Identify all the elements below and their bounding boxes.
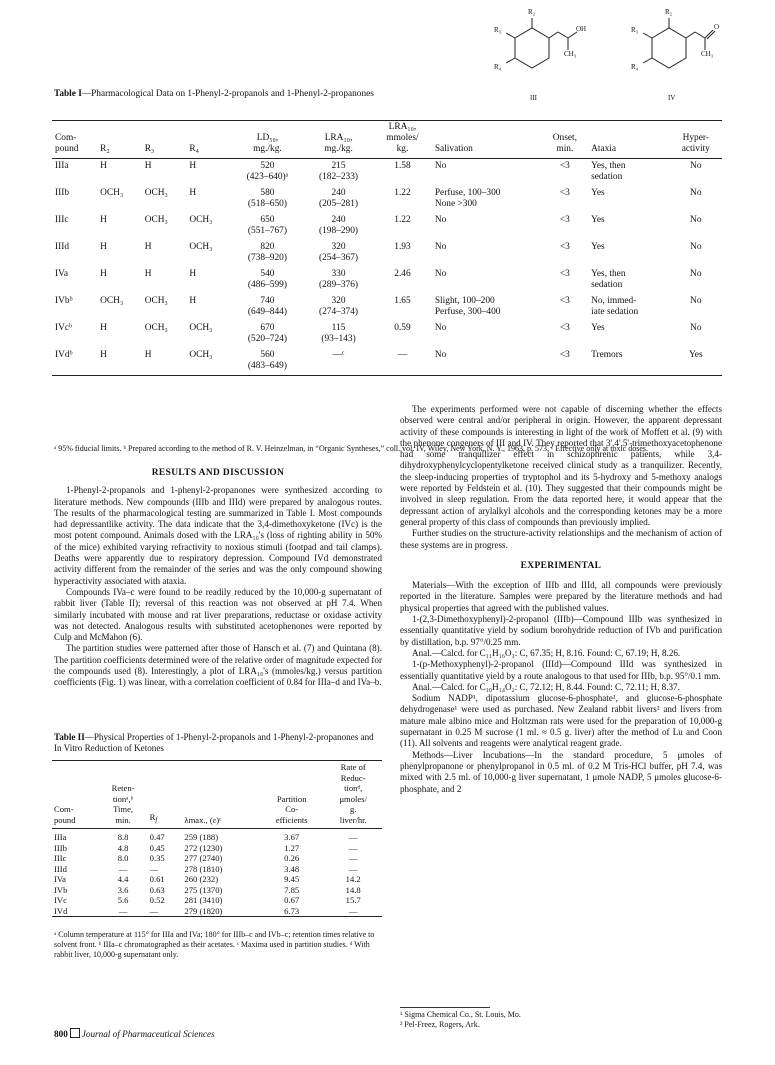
table1-cell: <3 [559, 188, 570, 198]
table1-header-cell: LRA₁₀, mmoles/ kg. [386, 122, 419, 154]
table1-row [52, 159, 722, 187]
table2-row [52, 843, 382, 854]
table1-cell: <3 [559, 296, 570, 306]
structure-iv-r3: R₃ [631, 26, 639, 34]
table1-cell: 540 (486–599) [247, 269, 287, 290]
table1-row [52, 267, 722, 294]
table1-row [52, 348, 722, 376]
table1-cell: <3 [559, 269, 570, 279]
experimental-paragraph-methods: Methods—Liver Incubations—In the standard procedure, 5 μmoles of phenylpropanone or phenylpropanol in 0.5 ml. of 0.2 M Tris-HCl buffer, pH 7.4, was mixed with 2.5 ml. of 10,000-g liver supernatant, 1 μmole NADP, 5 μmoles glucose-6-phosphate, and 2 [400, 749, 722, 794]
table1-caption-label: Table I [54, 89, 82, 99]
table2-cell: 7.85 [284, 884, 300, 895]
table1-header-cell: Salivation [434, 144, 473, 154]
table1-header-cell: Onset, min. [552, 133, 577, 154]
table2-cell: 5.6 [117, 895, 129, 905]
table2-cell: 9.45 [284, 874, 300, 884]
table2-header-cell: Com- pound [54, 804, 76, 825]
table1-cell: H [144, 242, 152, 252]
experimental-paragraph-iiid: 1-(p-Methoxyphenyl)-2-propanol (IIId)—Compound IIId was synthesized in essentially quantitative yield by a route analogous to that used for IIIb, b.p. 95°/0.1 mm. [400, 659, 722, 681]
table2-cell: 275 (1370) [184, 884, 223, 895]
table2-cell: 0.47 [149, 832, 165, 842]
table1-cell: Yes [591, 188, 605, 198]
journal-name: Journal of Pharmaceutical Sciences [81, 1029, 215, 1039]
table1-cell: No [690, 269, 702, 279]
table2-header-cell: Partition Co- efficients [275, 793, 308, 825]
table1-cell: — [397, 350, 408, 360]
table1-header-cell: R₂ [100, 144, 110, 154]
experimental-heading: EXPERIMENTAL [520, 560, 602, 571]
table1-caption [54, 88, 374, 100]
structure-iii-ch3: CH₃ [564, 50, 577, 58]
table1-cell: OCH₃ [189, 350, 213, 360]
table1-cell: <3 [559, 242, 570, 252]
table1-cell: 1.22 [394, 215, 411, 225]
table1-cell: 215 (182–233) [318, 161, 359, 182]
table2-cell: 279 (1820) [184, 905, 223, 916]
table2-cell: IVb [54, 884, 68, 895]
table1-cell: 520 (423–640)ᵃ [246, 161, 289, 182]
experimental-paragraph-anal-2: Anal.—Calcd. for C₁₀H₁₄O₂: C, 72.12; H, 8.44. Found: C, 72.11; H, 8.37. [412, 681, 680, 692]
table1-header-cell: R₃ [144, 144, 155, 154]
table1-cell: Tremors [591, 350, 623, 360]
table1-cell: H [189, 296, 197, 306]
results-paragraph-3: The partition studies were patterned after those of Hansch et al. (7) and Quintana (8). The partition coefficients determined were of the relative order of magnitude expected for the compounds used (8). Interestingly, a plot of LRA₁₀'s (mmoles/kg.) versus partition coefficients (Fig. 1) was linear, with a correlation coefficient of 0.84 for IIIa–d and IVa–b. [54, 643, 382, 688]
table1-cell: No [434, 161, 447, 171]
table1-header-cell: LRA₁₀, mg./kg. [324, 133, 353, 154]
table1-cell: H [100, 323, 107, 333]
table1-cell: H [189, 188, 197, 198]
table1-cell: H [100, 242, 107, 252]
table1-cell: No [434, 269, 447, 279]
table1-cell: IVbᵇ [55, 296, 73, 306]
table2-cell: 259 (188) [184, 832, 219, 842]
footnote-2: ² Pel-Freez, Rogers, Ark. [400, 1020, 480, 1029]
table2-cell: IIIb [54, 842, 67, 853]
table2-cell: 3.67 [284, 832, 300, 842]
table1-cell: OCH₃ [144, 296, 168, 306]
structure-iii-oh: OH [576, 25, 587, 33]
table2-cell: IIIa [54, 832, 67, 842]
table1-body [52, 159, 722, 376]
table1-cell: 580 (518–650) [247, 188, 287, 209]
experimental-paragraph-reagents: Sodium NADP¹, dipotassium glucose-6-phosphate¹, and glucose-6-phosphate dehydrogenase¹ were used as purchased. New Zealand rabbit livers² and livers from mature male albino mice and Holtzman rats were used for the preparation of 10,000-g supernatant in 0.25 M sucrose (1 ml. ≈ 0.5 g. liver) after the method of Lu and Coon (11). All solvents and reagents were analytical reagent grade. [400, 693, 722, 749]
table2-cell: — [348, 832, 358, 842]
table1-cell: Slight, 100–200 Perfuse, 300–400 [434, 296, 501, 317]
table1-cell: Yes [591, 323, 605, 333]
table2-cell: 278 (1810) [184, 863, 223, 874]
table1-cell: 1.65 [394, 296, 411, 306]
table2-cell: 14.8 [345, 884, 361, 895]
table2-body [52, 829, 382, 917]
table2-row [52, 906, 382, 917]
table2-cell: — [118, 863, 128, 874]
table2-cell: IVc [54, 895, 67, 905]
table1-cell: Perfuse, 100–300 None >300 [434, 188, 501, 209]
table1-cell: Yes [688, 350, 703, 360]
table2-cell: IVa [54, 874, 66, 884]
table2-cell: IIId [54, 863, 67, 874]
table1-cell: H [144, 350, 152, 360]
table2-cell: 260 (232) [184, 874, 219, 884]
table1-cell: 330 (289–376) [318, 269, 359, 290]
table1-cell: OCH₃ [144, 323, 168, 333]
table1-cell: Yes [591, 215, 605, 225]
results-paragraph-2: Compounds IVa–c were found to be readily reduced by the 10,000-g supernatant of rabbit liver (Table II); reversal of this reaction was not observed at pH 7.4. When similarly incubated with mouse and rat liver preparations, reductase or oxidase activity was not detected. Analogous results with substituted acetophenones were reported by Culp and McMahon (6). [54, 586, 382, 643]
structure-iii-r3: R₃ [494, 26, 502, 34]
table1-caption-text: —Pharmacological Data on 1-Phenyl-2-propanols and 1-Phenyl-2-propanones [81, 89, 374, 99]
table2-cell: 3.48 [284, 863, 300, 874]
table1-cell: OCH₃ [144, 215, 168, 225]
table1-cell: OCH₃ [100, 188, 124, 198]
table1-cell: 115 (93–143) [321, 323, 356, 344]
experimental-paragraph-materials: Materials—With the exception of IIIb and IIId, all compounds were previously reported in the literature. Samples were prepared by the literature methods and had physical properties that agreed with the published values. [400, 580, 722, 613]
table1-cell: 1.58 [394, 161, 411, 171]
table2-cell: — [149, 863, 159, 874]
table1-cell: 320 (254–367) [318, 242, 359, 263]
table1-cell: IIIc [55, 215, 69, 225]
structure-iv-r4: R₄ [631, 63, 639, 71]
table2-cell: 8.0 [117, 853, 129, 863]
table1-cell: IVcᵇ [55, 323, 72, 333]
table1-cell: IVdᵇ [55, 350, 73, 360]
table2-cell: 0.67 [284, 895, 300, 905]
table1-cell: OCH₃ [100, 296, 124, 306]
table1-cell: H [189, 269, 197, 279]
structure-iii-label: III [530, 94, 537, 102]
table2-footnote: ᵃ Column temperature at 115° for IIIa and IVa; 180° for IIIb–c and IVb–c; retention times relative to solvent front. ᵇ IIIa–c chromatographed as their acetates. ᶜ Maxima used in partition studies. ᵈ With rabbit liver, 10,000-g supernatant only. [54, 930, 375, 959]
table2-row [52, 853, 382, 864]
discussion-paragraph-2: Further studies on the structure-activity relationships and the mechanism of action of these systems are in progress. [400, 528, 722, 550]
table2-row [52, 895, 382, 906]
table1-cell: 740 (649–844) [247, 296, 287, 317]
table2-header-cell: $R_f$ [149, 811, 158, 824]
table1-cell: No [690, 188, 702, 198]
table1-cell: 1.22 [394, 188, 411, 198]
table1-header-cell: Com- pound [55, 133, 79, 154]
table2-cell: IIIc [54, 853, 67, 863]
table2-cell: — [348, 863, 358, 874]
table1-cell: No [690, 242, 702, 252]
table1-header-row [52, 121, 722, 159]
table2-row [52, 829, 382, 843]
table1-cell: No [434, 215, 447, 225]
table2-cell: 0.52 [149, 895, 165, 905]
table1-cell: H [100, 215, 107, 225]
table1-cell: No, immed- iate sedation [591, 296, 639, 317]
results-paragraph-1: 1-Phenyl-2-propanols and 1-phenyl-2-propanones were synthesized according to literature methods. New compounds (IIIb and IIId) were prepared by analogous routes. The results of the pharmacological testing are summarized in Table I. Most compounds had depressantlike activity. The data indicate that the 3,4-dimethoxyketone (IVc) is the most potent compound. Animals dosed with the LRA₁₀'s (loss of righting ability in 50% of the mice) exhibited varying refractivity to noxious stimuli (footpad and tail clamps). Deaths were apparently due to respiratory depression. Compound IVd demonstrated activity different from the remainder of the series and was the only compound showing hyperactivity associated with ataxia. [54, 485, 382, 586]
structure-iv [622, 8, 732, 108]
table2-cell: — [348, 853, 358, 863]
table2-cell: 0.26 [284, 853, 300, 863]
table1-cell: OCH₃ [144, 188, 168, 198]
table2-cell: IVd [54, 905, 68, 916]
table1-cell: <3 [559, 161, 570, 171]
table1-cell: 650 (551–767) [247, 215, 287, 236]
table2-header-cell: Rate of Reduc- tionᵈ, μmoles/ g. liver/hr. [339, 762, 367, 825]
table1-cell: 240 (205–281) [318, 188, 359, 209]
structure-iv-r2: R₂ [665, 8, 673, 16]
table1-cell: IIIb [55, 188, 70, 198]
table1-cell: H [144, 269, 152, 279]
table2-cell: 281 (3410) [184, 895, 223, 905]
table2-caption-label: Table II [54, 732, 85, 742]
box-glyph [70, 1028, 80, 1038]
table1-cell: H [100, 161, 107, 171]
left-column [54, 468, 382, 689]
table1-cell: H [144, 161, 152, 171]
table2-cell: 3.6 [117, 884, 129, 895]
structure-iv-o: O [714, 23, 720, 31]
experimental-paragraph-iiib: 1-(2,3-Dimethoxyphenyl)-2-propanol (IIIb)—Compound IIIb was synthesized in essentially quantitative yield by sodium borohydride reduction of IVb and purification by distillation, b.p. 97°/0.25 mm. [400, 614, 722, 647]
structure-iv-label: IV [668, 94, 676, 102]
table1 [52, 120, 722, 376]
table2-caption [54, 732, 382, 755]
table2-row [52, 874, 382, 885]
table1-cell: IIId [55, 242, 70, 252]
table2-cell: — [348, 905, 358, 916]
structure-iii-r4: R₄ [494, 63, 502, 71]
table1-cell: H [100, 269, 107, 279]
page-number: 800 [54, 1029, 68, 1039]
right-column [400, 404, 722, 795]
table2-cell: 0.45 [149, 842, 165, 853]
table1-cell: 0.59 [394, 323, 411, 333]
table1-cell: No [690, 296, 702, 306]
table2-cell: 277 (2740) [184, 853, 223, 863]
table1-cell: <3 [559, 350, 570, 360]
table2-cell: 0.61 [149, 874, 165, 884]
table2-row [52, 864, 382, 875]
table1-cell: 1.93 [394, 242, 411, 252]
discussion-paragraph-1: The experiments performed were not capable of discerning whether the effects observed were central and/or peripheral in origin. However, the apparent depressant activity of these compounds is interesting in light of the work of Moffett et al. (9) with the phenone congeners of III and IV. They reported that 3',4',5'-trimethoxyacetophenone had some tranquilizer effect in schizophrenic patients, while 3,4-dihydroxyphenylcyclopentylketone received clinical study as a tranquilizer. Recently, the sleep-inducing properties of tryptophol and its 5-hydroxy and 5-methoxy analogs were reported by Feldstein et al. (10). They suggested that their compounds might be involved in sleep regulation. From the data reported here, it would appear that the depressant action of arylalkyl alcohols and the corresponding ketones may be a more general property of this class of compounds than previously implied. [400, 404, 722, 527]
table2-cell: 4.8 [117, 842, 129, 853]
table1-row [52, 240, 722, 267]
table1-cell: No [434, 242, 447, 252]
footnote-1: ¹ Sigma Chemical Co., St. Louis, Mo. [400, 1010, 521, 1019]
table1-cell: No [690, 215, 702, 225]
table1-cell: Yes, then sedation [591, 161, 626, 182]
table2-cell: — [348, 842, 358, 853]
structure-iii [470, 8, 590, 108]
footnotes [400, 1010, 722, 1030]
table1-row [52, 321, 722, 348]
table1-cell: OCH₃ [189, 242, 213, 252]
table1-cell: IIIa [55, 161, 69, 171]
table1-cell: H [189, 161, 197, 171]
table2-caption-text: —Physical Properties of 1-Phenyl-2-propanols and 1-Phenyl-2-propanones and In Vitro Reduction of Ketones [54, 732, 374, 754]
table2-cell: — [149, 905, 159, 916]
table1-cell: <3 [559, 323, 570, 333]
table2-cell: — [118, 905, 128, 916]
table1-cell: Yes [591, 242, 605, 252]
table1-cell: OCH₃ [189, 215, 213, 225]
table1-cell: 670 (520–724) [247, 323, 287, 344]
table1-cell: Yes, then sedation [591, 269, 626, 290]
table2-cell: 0.35 [149, 853, 165, 863]
footnote-rule [400, 1007, 490, 1008]
table2-cell: 4.4 [117, 874, 129, 884]
table2-cell: 14.2 [345, 874, 361, 884]
table2-header-cell: Reten- tionᵃ,ᵇ Time, min. [111, 783, 135, 825]
structure-iv-ch3: CH₃ [701, 50, 714, 58]
table1-cell: OCH₃ [189, 323, 213, 333]
table2-cell: 0.63 [149, 884, 165, 895]
table2 [52, 760, 382, 917]
results-heading: RESULTS AND DISCUSSION [151, 468, 285, 478]
table1-cell: 240 (198–290) [318, 215, 359, 236]
table1-cell: 320 (274–374) [318, 296, 359, 317]
table1-row [52, 213, 722, 240]
table1-cell: No [434, 350, 447, 360]
table1-header-cell: Ataxia [591, 144, 617, 154]
experimental-paragraph-anal-1: Anal.—Calcd. for C₁₁H₁₆O₃: C, 67.35; H, 8.16. Found: C, 67.19; H, 8.26. [412, 647, 681, 658]
table2-cell: 1.27 [284, 842, 300, 853]
table1-cell: No [434, 323, 447, 333]
table2-header-row [52, 761, 382, 829]
page-footer [54, 1028, 215, 1039]
table1-header-cell: Hyper- activity [681, 133, 710, 154]
table1-cell: H [100, 350, 107, 360]
table1-cell: 2.46 [394, 269, 411, 279]
table2-cell: 6.73 [284, 905, 300, 916]
table1-footnote: ᵃ 95% fiducial limits. ᵇ Prepared according to the method of R. V. Heinzelman, in “Organic Syntheses,” coll. vol. IV, Wiley, New York, N. Y., 1963, p. 573. ᶜ Effective only at toxic doses. [54, 444, 648, 453]
table1-row [52, 186, 722, 213]
table1-row [52, 294, 722, 321]
table2-cell: 8.8 [117, 832, 129, 842]
table1-cell: —ᶜ [332, 350, 345, 360]
table1-cell: <3 [559, 215, 570, 225]
table1-header-cell: R₄ [189, 144, 199, 154]
table1-cell: No [690, 161, 702, 171]
table2-cell: 272 (1230) [184, 842, 223, 853]
table1-header-cell: LD₅₀, mg./kg. [253, 133, 282, 154]
table1-cell: 820 (738–920) [247, 242, 287, 263]
table2-row [52, 885, 382, 896]
structure-iii-r2: R₂ [528, 8, 536, 16]
table1-cell: IVa [55, 269, 69, 279]
table2-header-cell: λmax., (ε)ᶜ [184, 814, 222, 825]
table1-cell: 560 (483–649) [247, 350, 287, 371]
table2-cell: 15.7 [345, 895, 361, 905]
table1-cell: No [690, 323, 702, 333]
